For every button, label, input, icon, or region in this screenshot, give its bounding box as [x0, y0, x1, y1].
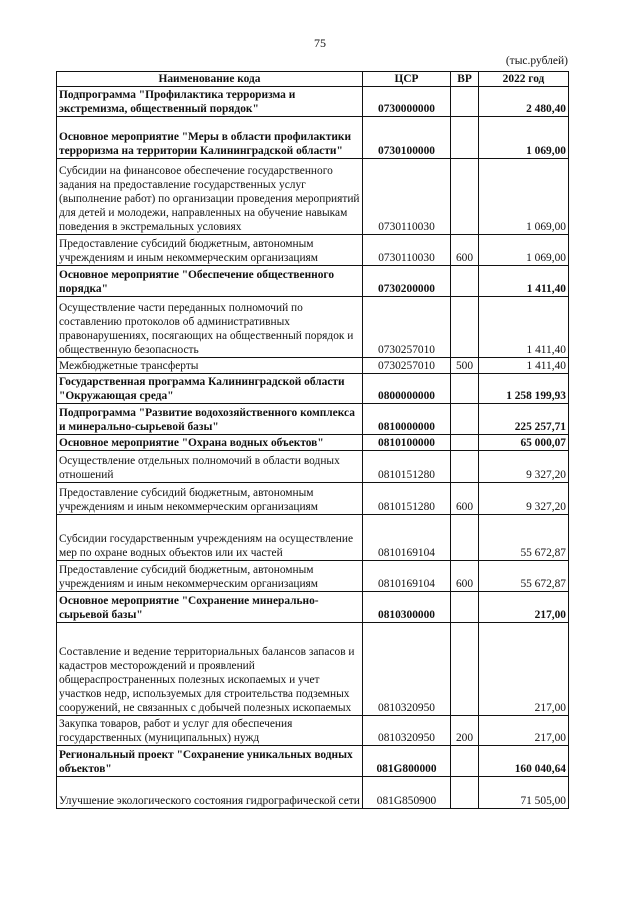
- table-row: [57, 716, 569, 746]
- table-row: [57, 746, 569, 777]
- table-row: [57, 266, 569, 297]
- row-sum: 1 069,00: [479, 117, 569, 159]
- table-row: [57, 358, 569, 374]
- row-vr: [451, 451, 479, 483]
- row-vr: [451, 435, 479, 451]
- row-vr: 600: [451, 561, 479, 592]
- row-csr: 0810000000: [363, 404, 451, 435]
- row-vr: [451, 515, 479, 561]
- row-vr: 600: [451, 235, 479, 266]
- row-name: Межбюджетные трансферты: [57, 358, 363, 374]
- row-sum: 55 672,87: [479, 515, 569, 561]
- row-sum: 9 327,20: [479, 451, 569, 483]
- row-csr: 0810151280: [363, 483, 451, 515]
- table-row: [57, 235, 569, 266]
- row-vr: [451, 623, 479, 716]
- row-csr: 0800000000: [363, 374, 451, 404]
- units-label: (тыс.рублей): [505, 55, 568, 67]
- row-name: Подпрограмма "Развитие водохозяйственного комплекса и минерально-сырьевой базы": [57, 404, 363, 435]
- header-name: Наименование кода: [57, 72, 363, 87]
- row-name: Закупка товаров, работ и услуг для обеспечения государственных (муниципальных) нужд: [57, 716, 363, 746]
- row-sum: 9 327,20: [479, 483, 569, 515]
- table-row: [57, 159, 569, 235]
- row-vr: 600: [451, 483, 479, 515]
- table-row: [57, 592, 569, 623]
- row-vr: [451, 266, 479, 297]
- row-name: Региональный проект "Сохранение уникальных водных объектов": [57, 746, 363, 777]
- row-csr: 0810169104: [363, 515, 451, 561]
- row-csr: 0810169104: [363, 561, 451, 592]
- row-name: Предоставление субсидий бюджетным, автономным учреждениям и иным некоммерческим организациям: [57, 483, 363, 515]
- row-name: Подпрограмма "Профилактика терроризма и экстремизма, общественный порядок": [57, 87, 363, 117]
- header-csr: ЦСР: [363, 72, 451, 87]
- header-vr: ВР: [451, 72, 479, 87]
- row-sum: 217,00: [479, 716, 569, 746]
- table-row: [57, 297, 569, 358]
- table-row: [57, 451, 569, 483]
- row-csr: 0730200000: [363, 266, 451, 297]
- row-vr: [451, 777, 479, 809]
- row-name: Осуществление части переданных полномочий по составлению протоколов об административных правонарушениях, посягающих на общественный порядок и общественную безопасность: [57, 297, 363, 358]
- table-row: [57, 561, 569, 592]
- row-name: Осуществление отдельных полномочий в области водных отношений: [57, 451, 363, 483]
- table-row: [57, 117, 569, 159]
- row-csr: 0810320950: [363, 716, 451, 746]
- row-sum: 1 258 199,93: [479, 374, 569, 404]
- row-vr: 500: [451, 358, 479, 374]
- table-row: [57, 623, 569, 716]
- row-name: Основное мероприятие "Сохранение минерально-сырьевой базы": [57, 592, 363, 623]
- row-name: Улучшение экологического состояния гидрографической сети: [57, 777, 363, 809]
- row-sum: 2 480,40: [479, 87, 569, 117]
- row-sum: 1 411,40: [479, 358, 569, 374]
- row-sum: 160 040,64: [479, 746, 569, 777]
- row-csr: 0810320950: [363, 623, 451, 716]
- row-csr: 0730257010: [363, 297, 451, 358]
- row-csr: 0810300000: [363, 592, 451, 623]
- row-sum: 1 069,00: [479, 235, 569, 266]
- row-csr: 0730257010: [363, 358, 451, 374]
- table-row: [57, 515, 569, 561]
- row-sum: 225 257,71: [479, 404, 569, 435]
- table-header-row: [57, 72, 569, 87]
- row-csr: 0810100000: [363, 435, 451, 451]
- header-sum: 2022 год: [479, 72, 569, 87]
- row-vr: 200: [451, 716, 479, 746]
- row-csr: 0730000000: [363, 87, 451, 117]
- row-vr: [451, 374, 479, 404]
- row-csr: 0730110030: [363, 159, 451, 235]
- row-name: Государственная программа Калининградской области "Окружающая среда": [57, 374, 363, 404]
- row-sum: 217,00: [479, 623, 569, 716]
- table-row: [57, 404, 569, 435]
- row-csr: 0730100000: [363, 117, 451, 159]
- row-vr: [451, 746, 479, 777]
- row-vr: [451, 404, 479, 435]
- table-row: [57, 374, 569, 404]
- row-name: Предоставление субсидий бюджетным, автономным учреждениям и иным некоммерческим организациям: [57, 561, 363, 592]
- table-row: [57, 87, 569, 117]
- row-name: Основное мероприятие "Охрана водных объектов": [57, 435, 363, 451]
- row-csr: 0810151280: [363, 451, 451, 483]
- row-sum: 1 411,40: [479, 297, 569, 358]
- row-name: Предоставление субсидий бюджетным, автономным учреждениям и иным некоммерческим организациям: [57, 235, 363, 266]
- page-number: 75: [314, 36, 326, 50]
- row-csr: 081G800000: [363, 746, 451, 777]
- table-row: [57, 777, 569, 809]
- table-row: [57, 483, 569, 515]
- row-name: Основное мероприятие "Обеспечение общественного порядка": [57, 266, 363, 297]
- row-vr: [451, 297, 479, 358]
- table-body: [57, 87, 569, 809]
- row-csr: 0730110030: [363, 235, 451, 266]
- row-vr: [451, 592, 479, 623]
- row-vr: [451, 159, 479, 235]
- row-sum: 1 069,00: [479, 159, 569, 235]
- budget-table: [56, 71, 569, 809]
- row-name: Составление и ведение территориальных балансов запасов и кадастров месторождений и проявлений общераспространенных полезных ископаемых и учет участков недр, используемых для строительства подземных сооружений, не связанных с добычей полезных ископаемых: [57, 623, 363, 716]
- table-row: [57, 435, 569, 451]
- row-vr: [451, 87, 479, 117]
- row-name: Субсидии государственным учреждениям на осуществление мер по охране водных объектов или их частей: [57, 515, 363, 561]
- row-vr: [451, 117, 479, 159]
- row-csr: 081G850900: [363, 777, 451, 809]
- row-sum: 1 411,40: [479, 266, 569, 297]
- row-sum: 71 505,00: [479, 777, 569, 809]
- row-name: Основное мероприятие "Меры в области профилактики терроризма на территории Калининградской области": [57, 117, 363, 159]
- row-sum: 65 000,07: [479, 435, 569, 451]
- row-sum: 217,00: [479, 592, 569, 623]
- row-sum: 55 672,87: [479, 561, 569, 592]
- row-name: Субсидии на финансовое обеспечение государственного задания на предоставление государственных услуг (выполнение работ) по организации проведения мероприятий для детей и молодежи, направленных на обучение навыкам поведения в экстремальных условиях: [57, 159, 363, 235]
